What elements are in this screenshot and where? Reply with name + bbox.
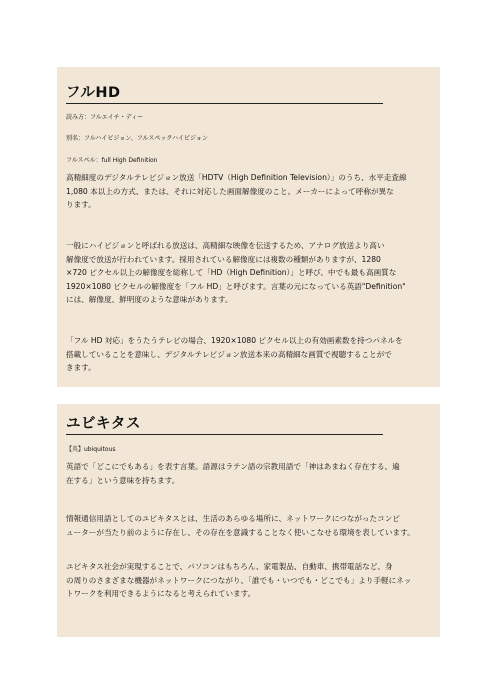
entry-paragraph <box>66 560 438 601</box>
paragraph-line: 解像度で放送が行われています。採用されている解像度には複数の種類がありますが、1280 <box>66 254 381 264</box>
paragraph-line: ユビキタス社会が実現することで、パソコンはもちろん、家電製品、自動車、携帯電話など、身 <box>66 562 393 571</box>
entry-paragraph <box>66 171 438 212</box>
paragraph-line: きます。 <box>66 363 96 372</box>
paragraph-line: 英語で「どこにでもある」を表す言葉。語源はラテン語の宗教用語で「神はあまねく存在する、遍 <box>66 462 400 471</box>
paragraph-line: ×720 ピクセル以上の解像度を総称して「HD（High Definition）」と呼び、中でも最も高画質な <box>66 268 397 277</box>
paragraph-line: トワークを利用できるようになると考えられています。 <box>66 589 256 598</box>
paragraph-line: 情報通信用語としてのユビキタスとは、生活のあらゆる場所に、ネットワークにつながったコンピ <box>66 514 400 523</box>
paragraph-line: ューターが当たり前のように存在し、その存在を意識することなく使いこなせる環境を表しています。 <box>66 527 415 537</box>
paragraph-line: 1,080 本以上の方式、または、それに対応した画面解像度のこと。メーカーによって呼称が異な <box>66 186 394 196</box>
paragraph-line: の周りのさまざまな機器がネットワークにつながり、「誰でも・いつでも・どこでも」より手軽にネッ <box>66 575 412 585</box>
paragraph-line: 高精細度のデジタルテレビジョン放送「HDTV（High Definition Television）」のうち、水平走査線 <box>66 173 407 182</box>
entry-paragraph <box>66 460 438 487</box>
glossary-entry-full-hd <box>57 67 440 387</box>
entry-title: フルHD <box>66 85 121 101</box>
entry-paragraph <box>66 512 438 539</box>
entry-full-spelling: フルスペル：full High Definition <box>66 157 158 164</box>
entry-english: 【英】ubiquitous <box>66 446 116 453</box>
entry-paragraph <box>66 239 438 307</box>
paragraph-line: ります。 <box>66 200 96 209</box>
entry-alias: 別名：フルハイビジョン、フルスペックハイビジョン <box>66 135 208 142</box>
paragraph-line: 1920×1080 ピクセルの解像度を「フル HD」と呼びます。言葉の元になっている英語"Definition" <box>66 281 406 291</box>
glossary-entry-ubiquitous <box>57 404 440 637</box>
entry-paragraph <box>66 334 438 375</box>
paragraph-line: 「フル HD 対応」をうたうテレビの場合、1920×1080 ピクセル以上の有効画素数を持つパネルを <box>66 336 403 345</box>
paragraph-line: 在する」という意味を持ちます。 <box>66 475 180 485</box>
title-divider <box>66 103 383 104</box>
paragraph-line: 搭載していることを意味し、デジタルテレビジョン放送本来の高精細な画質で視聴することがで <box>66 349 392 359</box>
paragraph-line: には、解像度、鮮明度のような意味があります。 <box>66 295 233 304</box>
entry-title: ユビキタス <box>66 416 141 432</box>
title-divider <box>66 434 383 435</box>
paragraph-line: 一般にハイビジョンと呼ばれる放送は、高精細な映像を伝送するため、アナログ放送より高い <box>66 241 385 250</box>
entry-reading: 読み方：フルエイチ・ディー <box>66 114 144 121</box>
